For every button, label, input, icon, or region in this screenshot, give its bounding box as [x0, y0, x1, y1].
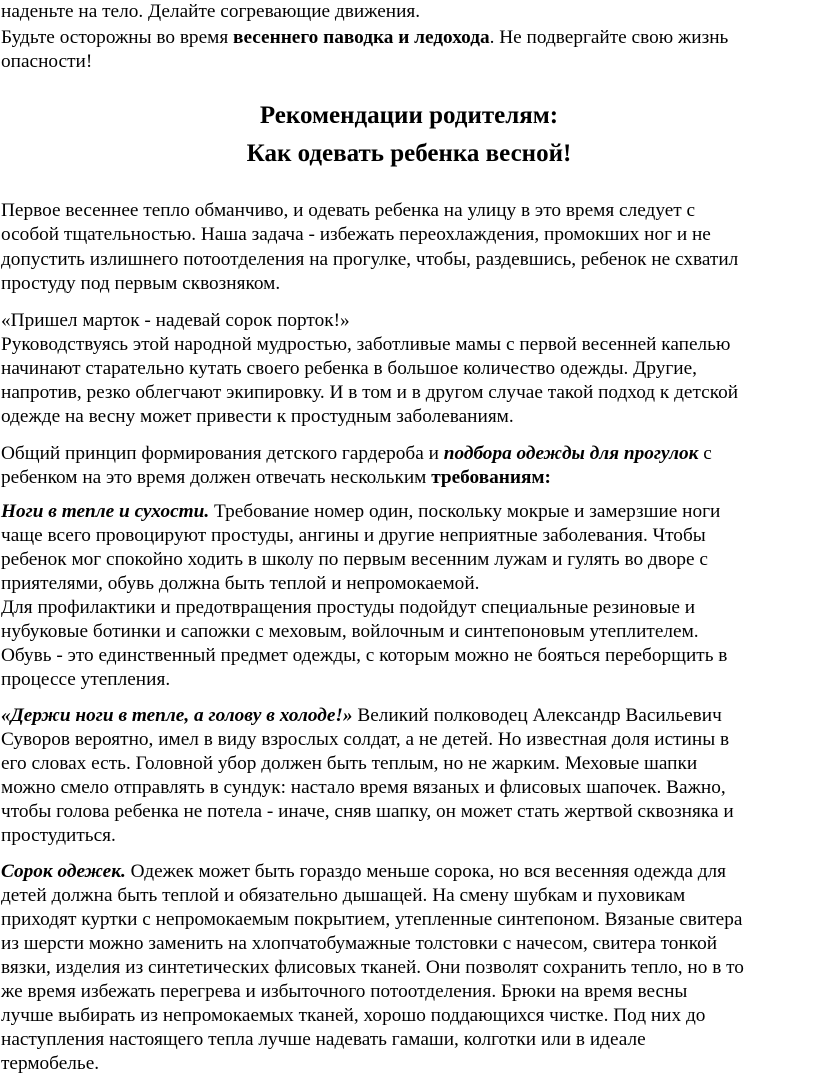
- paragraph-line: детей должна быть теплой и обязательно дышащей. На смену шубкам и пуховикам: [1, 885, 686, 906]
- proverb-line: «Пришел марток - надевай сорок порток!»: [1, 310, 350, 331]
- paragraph-line: же время избежать перегрева и избыточного потоотделения. Брюки на время весны: [1, 981, 688, 1002]
- text-run: ребенком на это время должен отвечать нескольким: [1, 467, 432, 488]
- paragraph-line: простуду под первым сквозняком.: [1, 273, 281, 294]
- paragraph-line: Суворов вероятно, имел в виду взрослых солдат, а не детей. Но известная доля истины в: [1, 729, 730, 750]
- paragraph-line: чаще всего провоцируют простуды, ангины и другие неприятные заболевания. Чтобы: [1, 525, 706, 546]
- intro-text-1: наденьте на тело. Делайте согревающие движения.: [1, 1, 421, 22]
- intro-text-3: опасности!: [1, 51, 93, 72]
- paragraph-line: напротив, резко облегчают экипировку. И в том и в другом случае такой подход к детской: [1, 382, 739, 403]
- intro-line-3: [1, 50, 92, 74]
- paragraph-line: Для профилактики и предотвращения простуды подойдут специальные резиновые и: [1, 597, 696, 618]
- paragraph-line: особой тщательностью. Наша задача - избежать переохлаждения, промокших ног и не: [1, 224, 711, 245]
- bold-italic-phrase: подбора одежды для прогулок: [443, 443, 699, 464]
- paragraph-line: Руководствуясь этой народной мудростью, заботливые мамы с первой весенней капелью: [1, 334, 731, 355]
- paragraph-line: одежде на весну может привести к простудным заболеваниям.: [1, 406, 514, 427]
- section-lead-phrase: «Держи ноги в тепле, а голову в холоде!»: [1, 705, 353, 726]
- intro-line-1: [1, 0, 420, 24]
- paragraph-line: ребенок мог спокойно ходить в школу по первым весенним лужам и гулять во дворе с: [1, 549, 708, 570]
- paragraph-line: наступления настоящего тепла лучше надевать гамаши, колготки или в идеале: [1, 1029, 646, 1050]
- paragraph-line: [1, 860, 726, 884]
- paragraph-line: приходят куртки с непромокаемым покрытием, утепленные синтепоном. Вязаные свитера: [1, 909, 743, 930]
- paragraph-line: из шерсти можно заменить на хлопчатобумажные толстовки с начесом, свитера тонкой: [1, 933, 718, 954]
- paragraph-line: лучше выбирать из непромокаемых тканей, хорошо поддающихся чистке. Под них до: [1, 1005, 706, 1026]
- paragraph-line: приятелями, обувь должна быть теплой и непромокаемой.: [1, 573, 480, 594]
- text-run: с: [698, 443, 712, 464]
- text-run: Великий полководец Александр Васильевич: [352, 705, 722, 726]
- paragraph-line: можно смело отправлять в сундук: настало время вязаных и флисовых шапочек. Важно,: [1, 777, 726, 798]
- paragraph-line: Обувь - это единственный предмет одежды, с которым можно не бояться переборщить в: [1, 645, 728, 666]
- paragraph-line: его словах есть. Головной убор должен быть теплым, но не жарким. Меховые шапки: [1, 753, 698, 774]
- text-run: Одежек может быть гораздо меньше сорока, но вся весенняя одежда для: [125, 861, 727, 882]
- section-lead-phrase: Ноги в тепле и сухости.: [1, 501, 210, 522]
- heading-line-1: Рекомендации родителям:: [259, 102, 559, 129]
- paragraph-line: Первое весеннее тепло обманчиво, и одевать ребенка на улицу в это время следует с: [1, 200, 696, 221]
- paragraph-line: допустить излишнего потоотделения на прогулке, чтобы, раздевшись, ребенок не схватил: [1, 249, 739, 270]
- intro-text-2a: Будьте осторожны во время: [1, 27, 234, 48]
- paragraph-line: термобелье.: [1, 1053, 100, 1074]
- paragraph-line: процессе утепления.: [1, 669, 171, 690]
- intro-text-2b: . Не подвергайте свою жизнь: [489, 27, 729, 48]
- paragraph-line: [1, 500, 720, 524]
- paragraph-line: [1, 442, 712, 466]
- heading-line-2: Как одевать ребенка весной!: [246, 140, 572, 167]
- paragraph-line: [1, 704, 722, 728]
- text-run: Требование номер один, поскольку мокрые и замерзшие ноги: [209, 501, 721, 522]
- paragraph-line: нубуковые ботинки и сапожки с меховым, войлочным и синтепоновым утеплителем.: [1, 621, 699, 642]
- intro-bold-phrase: весеннего паводка и ледохода: [233, 27, 490, 48]
- bold-phrase: требованиям:: [431, 467, 551, 488]
- paragraph-line: начинают старательно кутать своего ребенка в большое количество одежды. Другие,: [1, 358, 697, 379]
- text-run: Общий принцип формирования детского гардероба и: [1, 443, 444, 464]
- paragraph-line: [1, 466, 551, 490]
- intro-line-2: [1, 26, 728, 50]
- paragraph-line: вязки, изделия из синтетических флисовых тканей. Они позволят сохранить тепло, но в то: [1, 957, 744, 978]
- paragraph-line: простудиться.: [1, 825, 116, 846]
- section-lead-phrase: Сорок одежек.: [1, 861, 126, 882]
- paragraph-line: чтобы голова ребенка не потела - иначе, сняв шапку, он может стать жертвой сквозняка и: [1, 801, 734, 822]
